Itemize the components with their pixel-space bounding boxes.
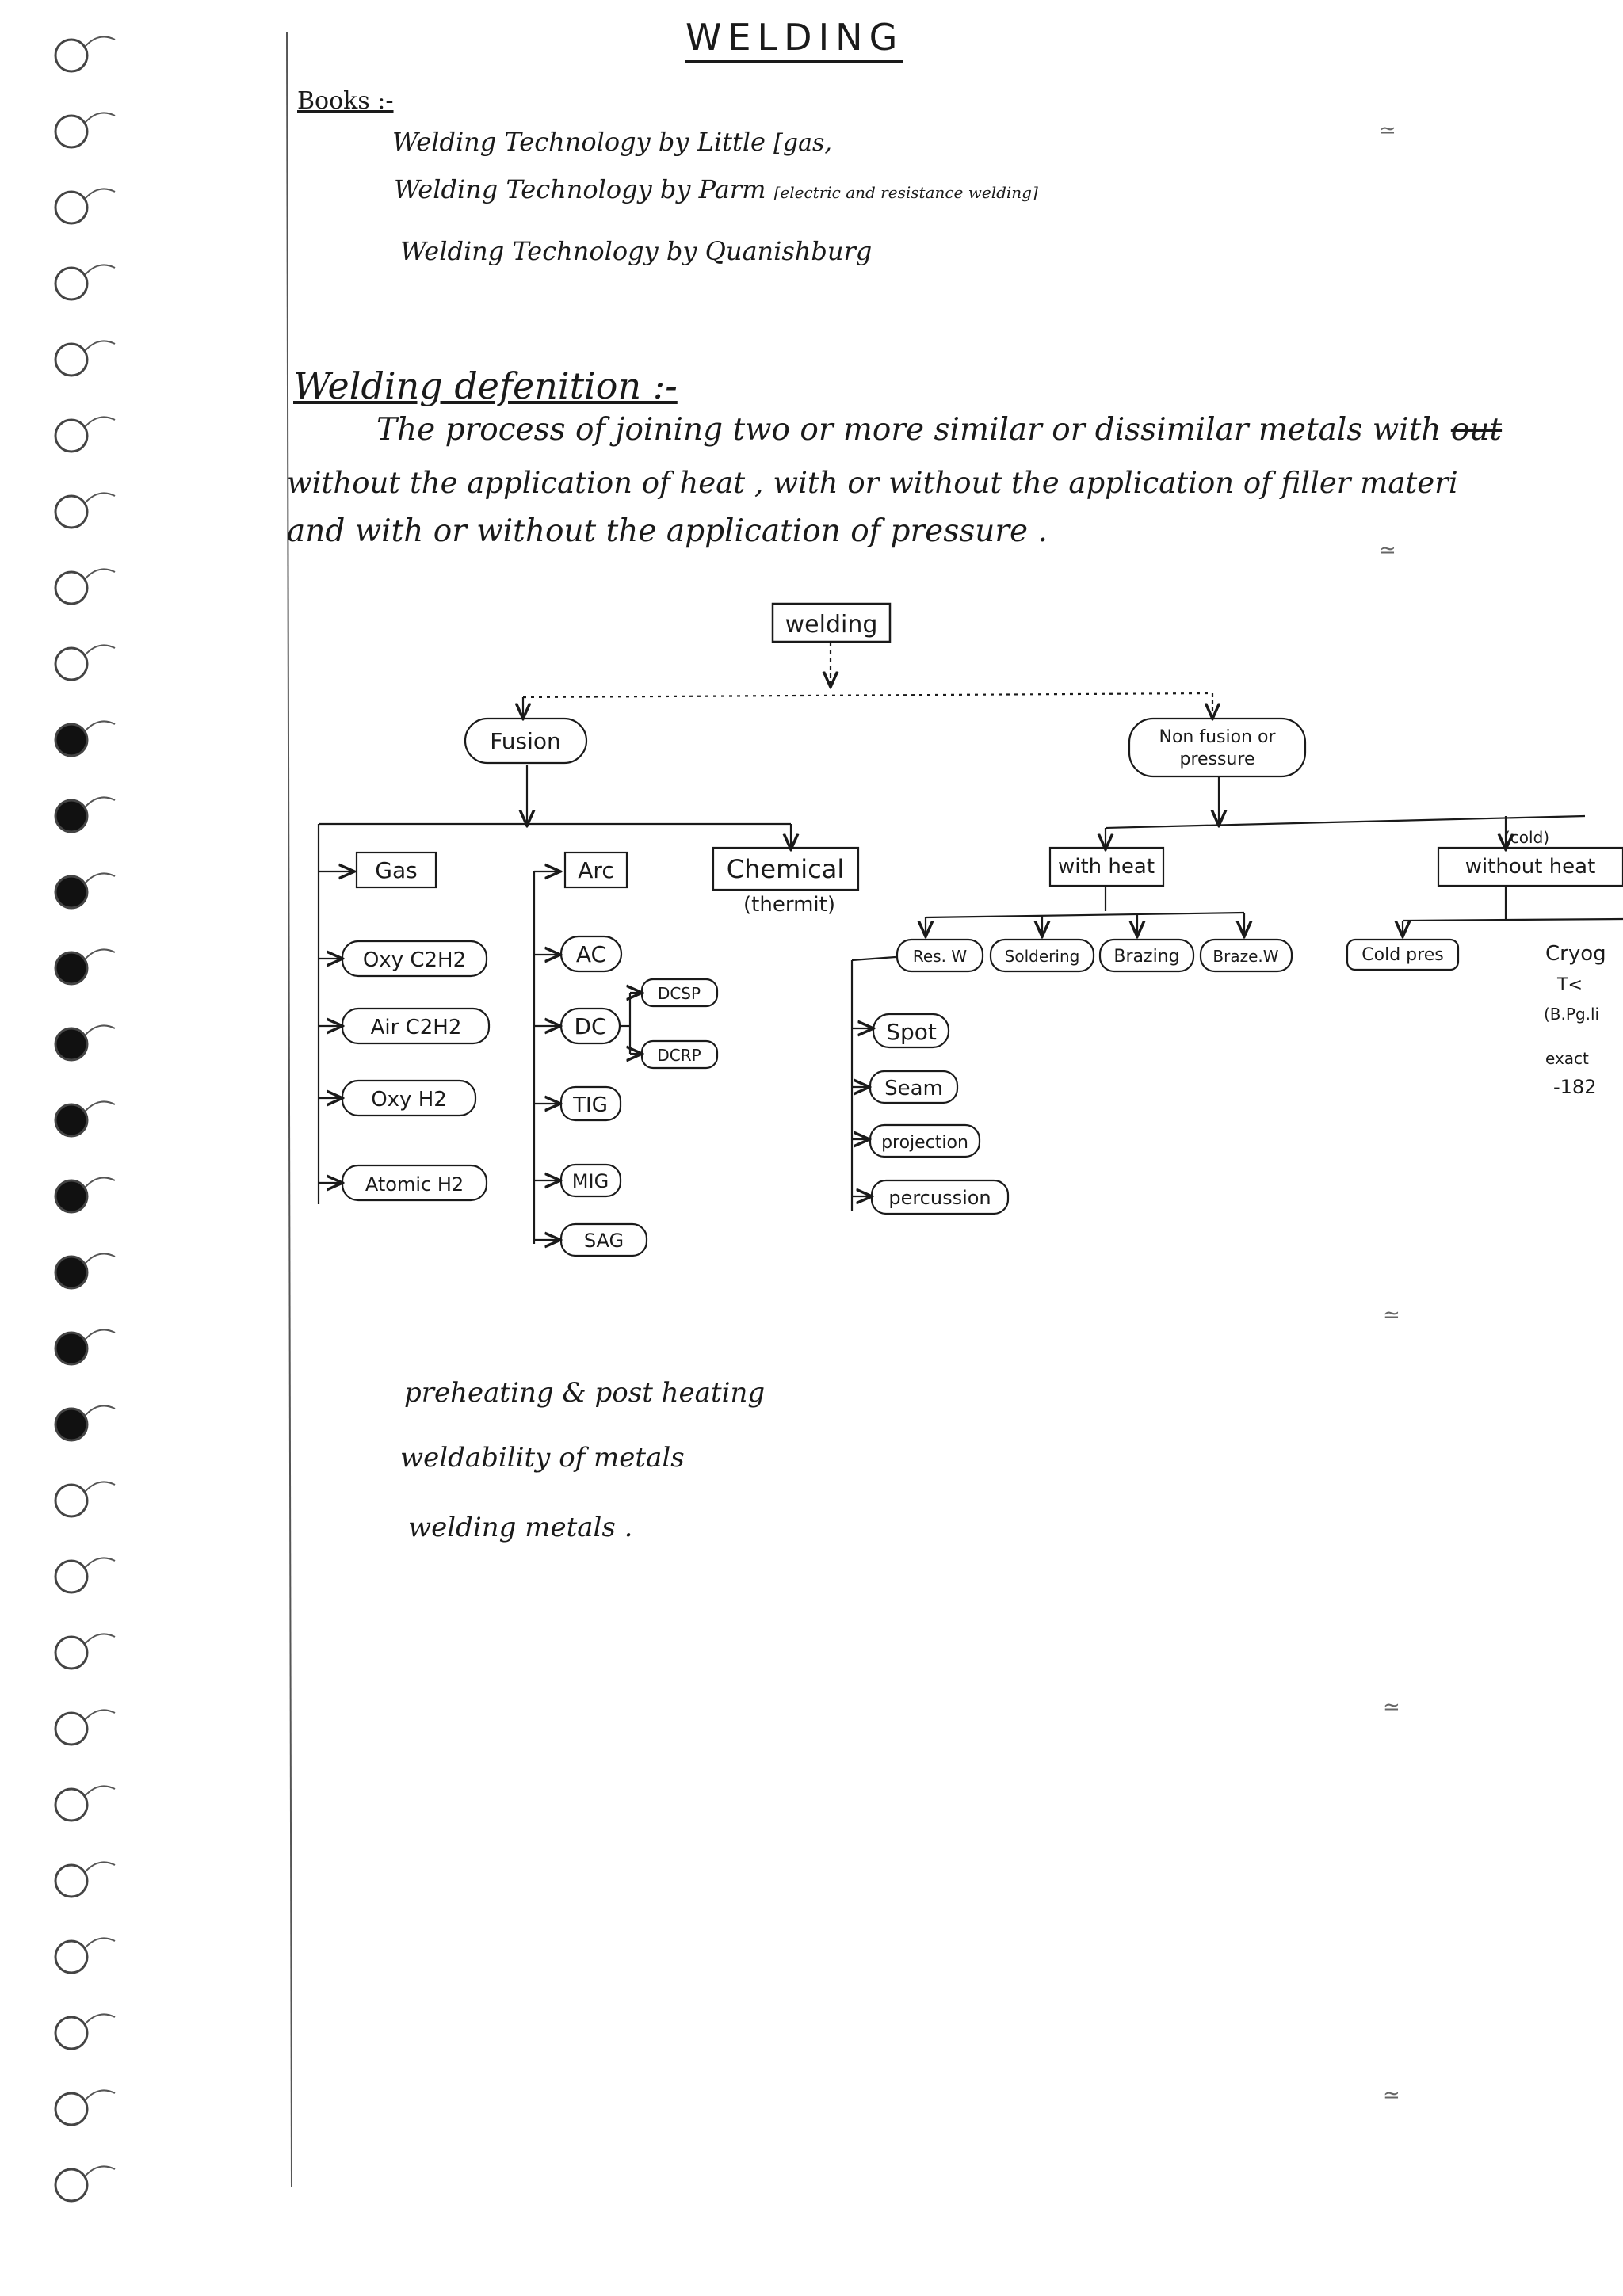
gas-item: Air C2H2 (370, 1016, 462, 1039)
definition-heading: Welding defenition :- (293, 364, 678, 407)
book-title: Welding Technology by Parm (394, 174, 766, 204)
without-heat-label: without heat (1465, 855, 1596, 879)
tree-root-label: welding (785, 611, 878, 639)
res-w-item: Seam (884, 1077, 943, 1100)
cryo-note: (B.Pg.li (1544, 1005, 1600, 1024)
page-title: WELDING (685, 16, 903, 63)
with-heat-label: with heat (1057, 855, 1155, 879)
arc-item: DC (574, 1013, 607, 1039)
note-line: weldability of metals (400, 1442, 685, 1474)
dc-item: DCSP (657, 984, 701, 1003)
res-w-item: percussion (888, 1187, 991, 1209)
cryo-note: exact (1545, 1049, 1589, 1068)
nonfusion-label-line2: pressure (1179, 749, 1255, 769)
res-w-item: projection (881, 1133, 968, 1153)
book-note: [electric and resistance welding] (773, 183, 1038, 202)
cold-note: (cold) (1504, 828, 1550, 847)
gas-item: Oxy C2H2 (362, 948, 467, 972)
cryo-note: -182 (1553, 1076, 1597, 1098)
book-note: [gas, (773, 129, 832, 157)
note-line: welding metals . (408, 1512, 633, 1543)
nonfusion-label: Non fusion or (1159, 727, 1276, 747)
note-line: preheating & post heating (404, 1377, 766, 1409)
scan-mark: ≃ (1379, 539, 1395, 563)
books-heading: Books :- (297, 87, 394, 115)
arc-item: AC (575, 941, 607, 967)
scan-mark: ≃ (1383, 2084, 1399, 2107)
scan-mark: ≃ (1379, 119, 1395, 143)
gas-label: Gas (375, 857, 418, 883)
without-heat-item: Cold pres (1361, 945, 1444, 965)
book-title: Welding Technology by Little (392, 127, 766, 157)
with-heat-item: Res. W (912, 947, 968, 966)
chemical-label: Chemical (726, 854, 845, 884)
gas-item: Oxy H2 (371, 1088, 447, 1112)
arc-item: SAG (583, 1230, 624, 1252)
arc-item: TIG (573, 1093, 608, 1117)
book-title: Welding Technology by Quanishburg (400, 236, 873, 266)
gas-item: Atomic H2 (365, 1173, 464, 1196)
struck-word: out (1450, 412, 1503, 448)
definition-line: The process of joining two or more similar or dissimilar metals with out (376, 412, 1503, 448)
scan-mark: ≃ (1383, 1695, 1399, 1719)
arc-label: Arc (578, 857, 614, 883)
with-heat-item: Braze.W (1212, 947, 1279, 966)
fusion-label: Fusion (490, 728, 561, 754)
with-heat-item: Soldering (1004, 947, 1080, 966)
arc-item: MIG (571, 1170, 609, 1192)
res-w-item: Spot (886, 1019, 937, 1045)
chemical-sub-label: (thermit) (743, 893, 835, 917)
definition-line: without the application of heat , with or without the application of filler materi (287, 466, 1458, 500)
definition-line: and with or without the application of pressure . (287, 513, 1048, 549)
scan-mark: ≃ (1383, 1303, 1399, 1327)
without-heat-item: Cryog (1545, 942, 1606, 966)
cryo-note: T< (1557, 975, 1583, 995)
with-heat-item: Brazing (1113, 947, 1180, 967)
dc-item: DCRP (657, 1046, 701, 1065)
